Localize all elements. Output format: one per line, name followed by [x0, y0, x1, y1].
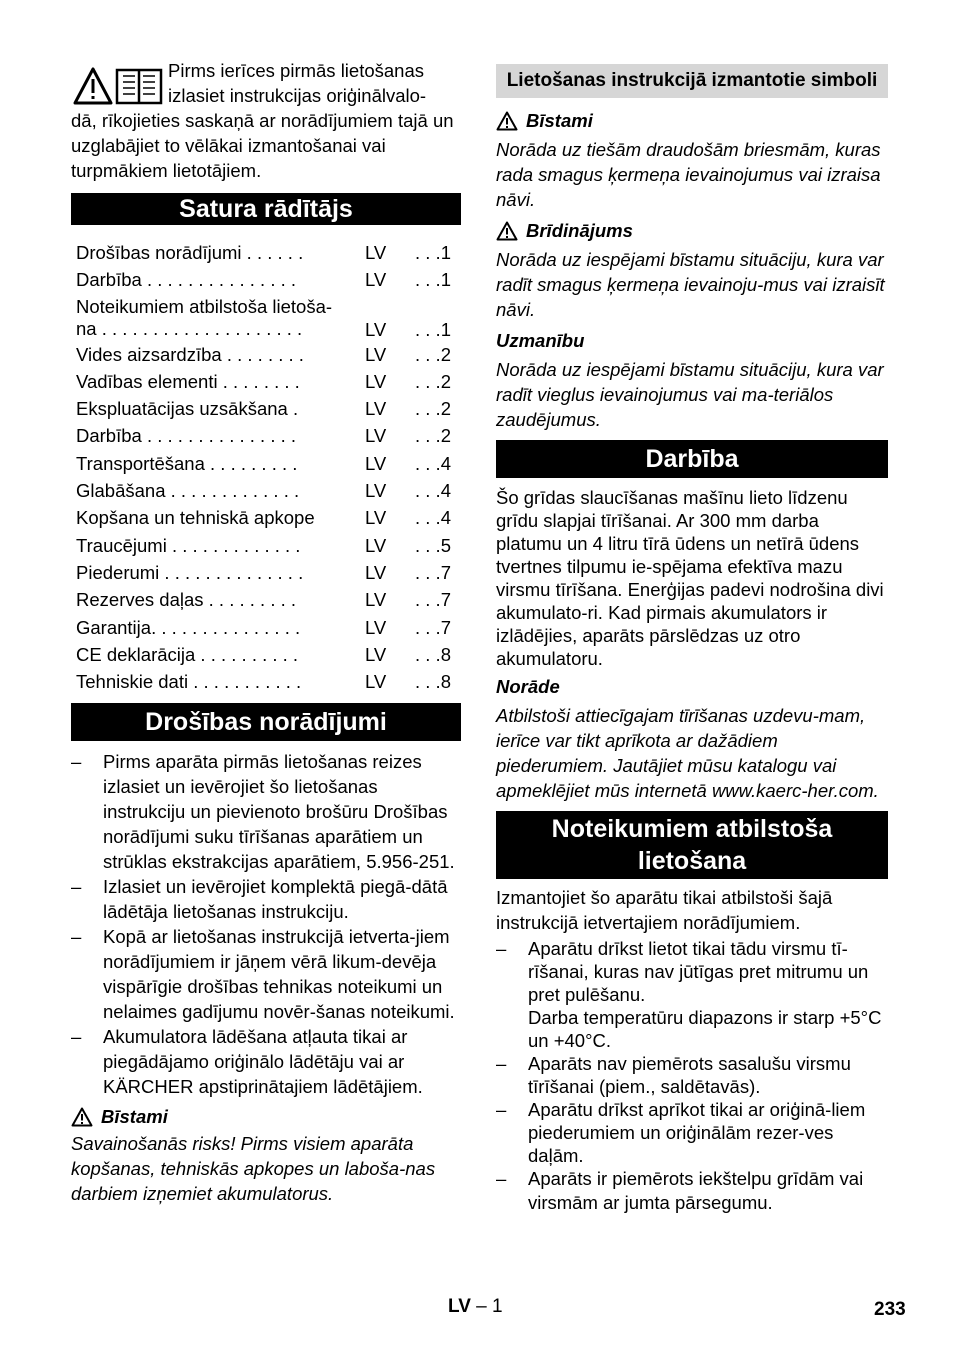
- operation-text: Šo grīdas slaucīšanas mašīnu lieto līdzenu grīdu slapjai tīrīšanai. Ar 300 mm darba platumu un 4 litru tīrā ūdens un netīrā ūdens tvertnes tilpumu ie-spējama efektīva mazu virsmu tīrīšana. Enerģijas padevi nodrošina divi akumulato-ri. Kad pirmais akumulators ir izlādējies, aparāts pārslēdzas uz otro akumulatoru.: [496, 487, 884, 669]
- toc-row[interactable]: [71, 239, 461, 266]
- list-item: [71, 749, 461, 874]
- toc-title: Transportēšana . . . . . . . . .: [76, 452, 298, 474]
- warning-triangle-icon: [496, 221, 518, 241]
- toc-lang: LV: [365, 589, 387, 611]
- toc-title: Glabāšana . . . . . . . . . . . . .: [76, 480, 300, 502]
- toc-row[interactable]: [71, 641, 461, 668]
- toc-row[interactable]: [71, 668, 461, 695]
- operation-heading: Darbība: [496, 440, 888, 478]
- toc-row[interactable]: [71, 559, 461, 586]
- toc-row[interactable]: [71, 294, 461, 341]
- warning-manual-icon: [73, 66, 163, 106]
- safety-list: [71, 749, 461, 1099]
- operation-note-text: Atbilstoši attiecīgajam tīrīšanas uzdevu-mam, ierīce var tikt aprīkota ar dažādiem piederumiem. Jautājiet mūsu katalogu vai apmeklējiet mūs internetā www.kaerc-her.com.: [496, 705, 879, 801]
- toc-row[interactable]: [71, 477, 461, 504]
- toc-page: . . .8: [415, 671, 451, 693]
- toc-lang: LV: [365, 318, 387, 340]
- dash-mark: –: [71, 926, 82, 948]
- operation-note-label: Norāde: [496, 676, 560, 697]
- toc-lang: LV: [365, 671, 387, 693]
- toc-page: . . .4: [415, 452, 451, 474]
- dash-mark: –: [71, 751, 82, 773]
- toc-row[interactable]: [71, 504, 461, 531]
- intro-line-2: izlasiet instrukcijas oriģinālvalo-: [168, 85, 427, 106]
- toc-lang: LV: [365, 269, 387, 291]
- toc-title: Drošības norādījumi . . . . . .: [76, 242, 304, 263]
- toc-page: . . .7: [415, 561, 451, 583]
- toc-page: . . .2: [415, 425, 451, 447]
- toc-row[interactable]: [71, 395, 461, 422]
- toc-page: . . .2: [415, 398, 451, 420]
- symbols-danger-text: Norāda uz tiešām draudošām briesmām, kuras rada smagus ķermeņa ievainojumus vai izraisa nāvi.: [496, 139, 881, 210]
- toc-heading: Satura rādītājs: [71, 193, 461, 225]
- list-item: [496, 1098, 888, 1167]
- intended-use-item-text: Aparāts ir piemērots iekštelpu grīdām vai virsmām ar jumta pārsegumu.: [528, 1168, 864, 1213]
- toc-title-line-2: na . . . . . . . . . . . . . . . . . . . .: [76, 317, 303, 339]
- toc-title: Garantija. . . . . . . . . . . . . . .: [76, 616, 301, 638]
- footer-section: [448, 1296, 503, 1318]
- intended-use-list: [496, 937, 888, 1215]
- footer-lang: LV: [448, 1296, 471, 1317]
- intended-use-item-text: Aparātu drīkst aprīkot tikai ar oriģinā-liem piederumiem un oriģinālām rezer-ves daļām.: [528, 1099, 866, 1166]
- toc-page: . . .2: [415, 370, 451, 392]
- toc-page: . . .7: [415, 616, 451, 638]
- warning-triangle-icon: [496, 111, 518, 131]
- toc-title-line-1: Noteikumiem atbilstoša lietoša-: [76, 295, 333, 317]
- toc-lang: LV: [365, 398, 387, 420]
- intended-use-heading: Noteikumiem atbilstoša lietošana: [496, 811, 888, 879]
- toc-lang: LV: [365, 343, 387, 365]
- dash-mark: –: [496, 938, 507, 959]
- warning-triangle-icon: [71, 1107, 93, 1127]
- symbols-danger-label: Bīstami: [526, 110, 593, 131]
- page-number: 233: [874, 1299, 906, 1320]
- safety-danger-head: [71, 1104, 461, 1129]
- toc-lang: LV: [365, 370, 387, 392]
- toc-page: . . .8: [415, 643, 451, 665]
- safety-item-text: Izlasiet un ievērojiet komplektā piegā-dātā lādētāja lietošanas instrukciju.: [103, 876, 448, 923]
- dash-mark: –: [496, 1053, 507, 1074]
- toc-title: Kopšana un tehniskā apkope: [76, 507, 315, 529]
- toc-page: . . .1: [415, 269, 451, 291]
- toc-row[interactable]: [71, 422, 461, 449]
- intro-rest: dā, rīkojieties saskaņā ar norādījumiem tajā un uzglabājiet to vēlākai izmantošanai vai turpmākiem lietotājiem.: [71, 110, 454, 181]
- toc-page: . . .2: [415, 343, 451, 365]
- intended-use-intro: Izmantojiet šo aparātu tikai atbilstoši šajā instrukcijā ietvertajiem norādījumiem.: [496, 887, 833, 933]
- toc-title: Darbība . . . . . . . . . . . . . . .: [76, 269, 297, 291]
- toc-lang: LV: [365, 561, 387, 583]
- toc-row[interactable]: [71, 341, 461, 368]
- safety-heading: Drošības norādījumi: [71, 703, 461, 741]
- right-column: [496, 64, 888, 1215]
- safety-item-text: Akumulatora lādēšana atļauta tikai ar piegādājamo oriģinālo lādētāju vai ar KÄRCHER apstiprinātajiem lādētājiem.: [103, 1026, 423, 1098]
- list-item: [496, 1052, 888, 1098]
- toc-lang: LV: [365, 507, 387, 529]
- toc-page: . . .4: [415, 480, 451, 502]
- toc-page: . . .4: [415, 507, 451, 529]
- symbols-warning-label: Brīdinājums: [526, 220, 633, 241]
- intro-block: [71, 58, 461, 183]
- table-of-contents: [71, 239, 461, 695]
- dash-mark: –: [496, 1099, 507, 1120]
- toc-title: Traucējumi . . . . . . . . . . . . .: [76, 534, 301, 556]
- toc-title: Rezerves daļas . . . . . . . . .: [76, 589, 297, 611]
- toc-title: [76, 296, 356, 340]
- toc-title: Tehniskie dati . . . . . . . . . . .: [76, 671, 302, 693]
- safety-item-text: Kopā ar lietošanas instrukcijā ietverta-jiem norādījumiem ir jāņem vērā likum-devēja vispārīgie drošības tehnikas noteikumi un nelaimes gadījumu novēr-šanas noteikumi.: [103, 926, 455, 1023]
- toc-lang: LV: [365, 242, 387, 263]
- toc-row[interactable]: [71, 368, 461, 395]
- safety-danger-text: Savainošanās risks! Pirms visiem aparāta kopšanas, tehniskās apkopes un laboša-nas darbiem izņemiet akumulatorus.: [71, 1133, 436, 1205]
- toc-page: . . .1: [415, 318, 451, 340]
- symbols-caution-label: Uzmanību: [496, 330, 585, 351]
- list-item: [71, 874, 461, 924]
- toc-title: Vides aizsardzība . . . . . . . .: [76, 343, 304, 365]
- toc-title: CE deklarācija . . . . . . . . . .: [76, 643, 299, 665]
- toc-title: Vadības elementi . . . . . . . .: [76, 370, 300, 392]
- symbols-danger-head: [496, 108, 888, 133]
- toc-page: . . .1: [415, 242, 451, 263]
- list-item: [71, 1024, 461, 1099]
- footer-section-number: – 1: [476, 1296, 503, 1317]
- left-column: [71, 58, 461, 1206]
- toc-page: . . .7: [415, 589, 451, 611]
- toc-lang: LV: [365, 425, 387, 447]
- dash-mark: –: [71, 876, 82, 898]
- toc-title: Piederumi . . . . . . . . . . . . . .: [76, 561, 304, 583]
- symbols-warning-text: Norāda uz iespējami bīstamu situāciju, kura var radīt smagus ķermeņa ievainoju-mus vai izraisīt nāvi.: [496, 249, 885, 320]
- intro-line-1: Pirms ierīces pirmās lietošanas: [168, 60, 424, 81]
- toc-row[interactable]: [71, 586, 461, 613]
- symbols-caution-text: Norāda uz iespējami bīstamu situāciju, kura var radīt vieglus ievainojumus vai ma-teriālos zaudējumus.: [496, 359, 884, 430]
- intended-use-item-text: Aparāts nav piemērots sasalušu virsmu tīrīšanai (piem., saldētavās).: [528, 1053, 851, 1097]
- safety-item-text: Pirms aparāta pirmās lietošanas reizes izlasiet un ievērojiet šo lietošanas instrukciju un pievienoto brošūru Drošības norādījumi suku tīrīšanas aparātiem un strūklas ekstrakcijas aparātiem, 5.956-251.: [103, 751, 455, 873]
- dash-mark: –: [496, 1168, 507, 1189]
- toc-page: . . .5: [415, 534, 451, 556]
- symbols-warning-head: [496, 218, 888, 243]
- list-item: [71, 924, 461, 1024]
- symbols-heading: Lietošanas instrukcijā izmantotie simboli: [496, 64, 888, 98]
- toc-row[interactable]: [71, 614, 461, 641]
- toc-row[interactable]: [71, 532, 461, 559]
- safety-danger-label: Bīstami: [101, 1106, 168, 1128]
- toc-row[interactable]: [71, 450, 461, 477]
- toc-lang: LV: [365, 452, 387, 474]
- toc-lang: LV: [365, 534, 387, 556]
- list-item: [496, 937, 888, 1052]
- toc-lang: LV: [365, 616, 387, 638]
- dash-mark: –: [71, 1026, 82, 1048]
- toc-row[interactable]: [71, 266, 461, 293]
- temp-note: Darba temperatūru diapazons ir starp +5°C un +40°C.: [528, 1007, 882, 1051]
- list-item: [496, 1167, 888, 1215]
- toc-lang: LV: [365, 643, 387, 665]
- intended-use-item-text: Aparātu drīkst lietot tikai tādu virsmu tī-rīšanai, kuras nav jūtīgas pret mitrumu un pret pulēšanu.: [528, 938, 869, 1005]
- toc-lang: LV: [365, 480, 387, 502]
- toc-title: Darbība . . . . . . . . . . . . . . .: [76, 425, 297, 447]
- toc-title: Ekspluatācijas uzsākšana .: [76, 398, 299, 420]
